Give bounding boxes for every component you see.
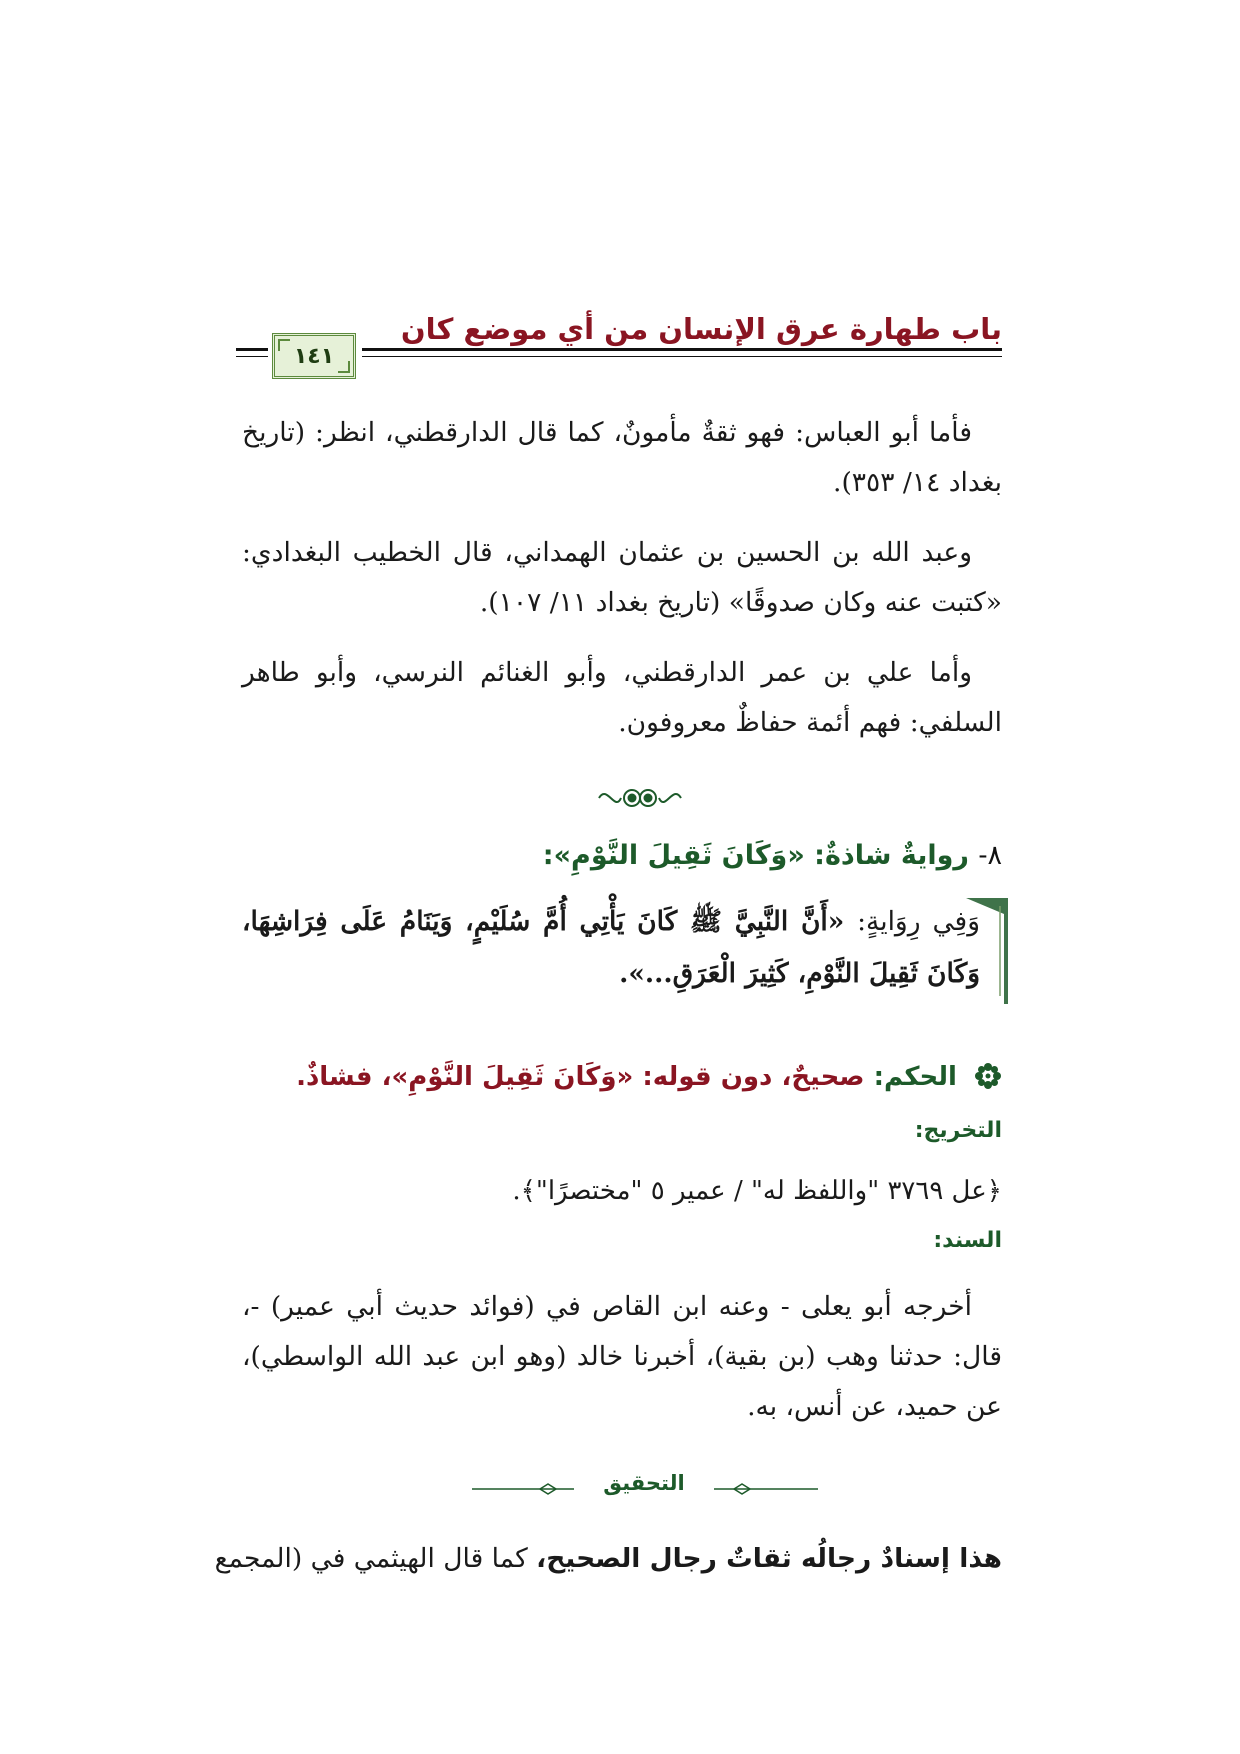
final-paragraph	[214, 1534, 1002, 1584]
page-number-badge	[272, 333, 356, 379]
header-rule-right-thick	[362, 348, 1002, 351]
takhrij-heading: التخريج:	[914, 1118, 1002, 1143]
page-number: ١٤١	[293, 343, 335, 369]
ornament-divider-icon	[595, 780, 685, 816]
quote-lead: وَفِي رِوَايةٍ:	[857, 906, 980, 937]
paragraph-2: وعبد الله بن الحسين بن عثمان الهمداني، قال الخطيب البغدادي: «كتبت عنه وكان صدوقًا» (تاريخ بغداد ١١/ ١٠٧).	[242, 537, 1002, 618]
tahqiq-heading: التحقيق	[574, 1471, 714, 1495]
flower-icon	[974, 1062, 1002, 1090]
header-rule-left-thick	[236, 348, 268, 351]
paragraph-1: فأما أبو العباس: فهو ثقةٌ مأمونٌ، كما قال الدارقطني، انظر: (تاريخ بغداد ١٤/ ٣٥٣).	[242, 417, 1002, 498]
ruling-text: صحيحٌ، دون قوله: «وَكَانَ ثَقِيلَ النَّوْمِ»، فشاذٌ.	[296, 1062, 865, 1092]
section-heading	[242, 840, 1002, 871]
chapter-title: باب طهارة عرق الإنسان من أي موضع كان	[400, 312, 1002, 346]
header-rule-right-thin	[362, 356, 1002, 357]
ruling-line	[242, 1062, 1002, 1092]
quote-text: «أَنَّ النَّبِيَّ ﷺ كَانَ يَأْتِي أُمَّ سُلَيْمٍ، وَيَنَامُ عَلَى فِرَاشِهَا، وَكَانَ ثَقِيلَ النَّوْمِ، كَثِيرَ الْعَرَقِ...».	[242, 906, 980, 989]
section-number: ٨-	[978, 840, 1002, 871]
takhrij-text: ﴿عل ٣٧٦٩ "واللفظ له" / عمير ٥ "مختصرًا"﴾.	[512, 1176, 1002, 1206]
section-title: روايةٌ شاذةٌ: «وَكَانَ ثَقِيلَ النَّوْمِ»:	[542, 840, 969, 871]
final-bold-text: هذا إسنادٌ رجالُه ثقاتٌ رجال الصحيح،	[536, 1543, 1002, 1574]
paragraph-3: وأما علي بن عمر الدارقطني، وأبو الغنائم النرسي، وأبو طاهر السلفي: فهم أئمة حفاظٌ معروفون.	[242, 657, 1002, 738]
header-rule-left-thin	[236, 356, 268, 357]
final-text: كما قال الهيثمي في (المجمع	[214, 1543, 528, 1574]
sanad-text: أخرجه أبو يعلى - وعنه ابن القاص في (فوائد حديث أبي عمير) -، قال: حدثنا وهب (بن بقية)، أخبرنا خالد (وهو ابن عبد الله الواسطي)، عن حميد، عن أنس، به.	[242, 1291, 1002, 1422]
ruling-label: الحكم:	[873, 1062, 957, 1092]
sanad-heading: السند:	[933, 1228, 1002, 1253]
narration-quote	[242, 896, 1002, 1000]
